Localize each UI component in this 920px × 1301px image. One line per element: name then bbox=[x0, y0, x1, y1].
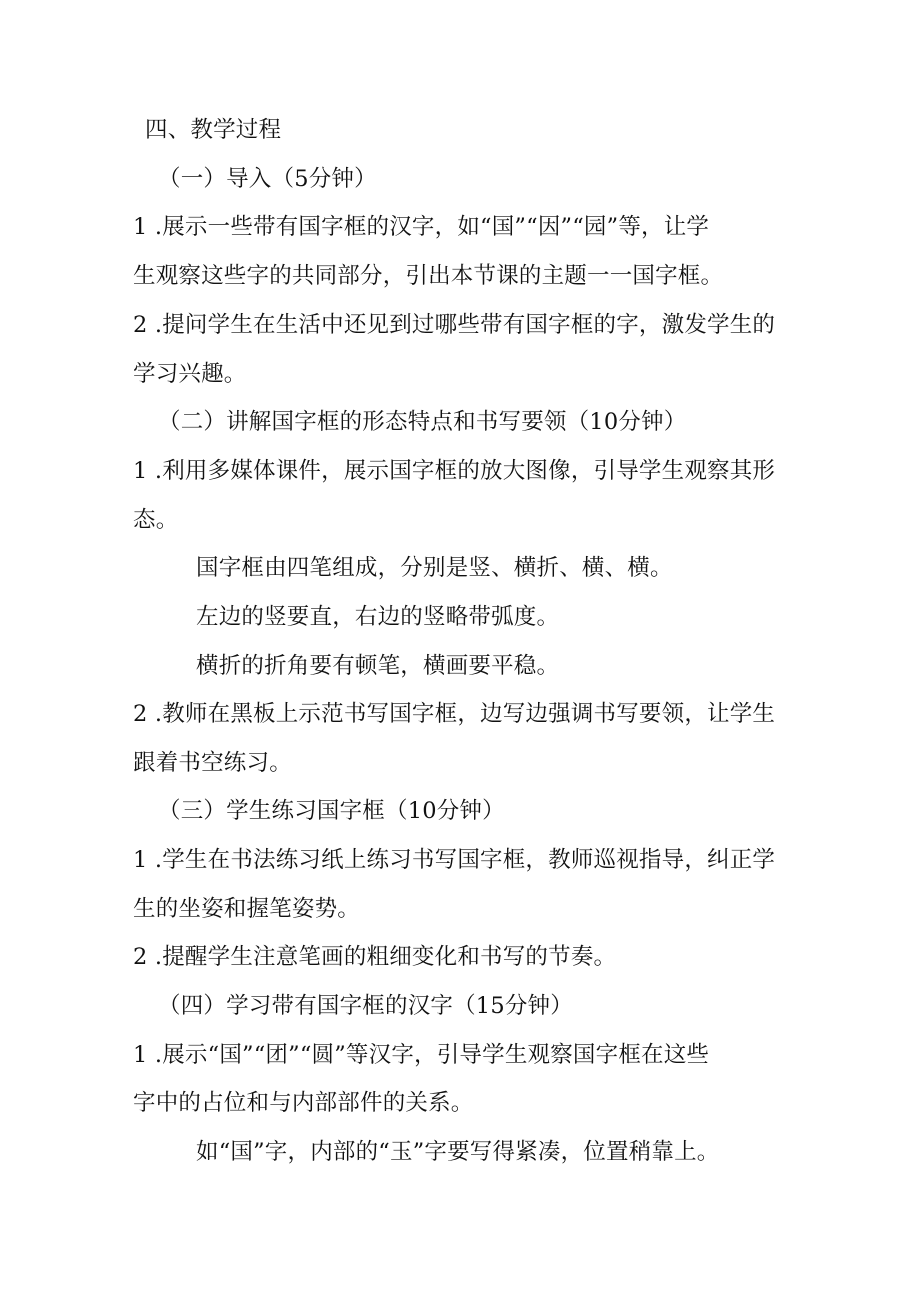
subsection-title: （一）导入（5分钟） bbox=[158, 166, 377, 192]
subsection-title: （四）学习带有国字框的汉字（15分钟） bbox=[158, 993, 573, 1019]
paragraph-line: 2 .教师在黑板上示范书写国字框，边写边强调书写要领，让学生 bbox=[133, 701, 776, 727]
subsection-title: （三）学生练习国字框（10分钟） bbox=[158, 798, 505, 824]
paragraph-line: 学习兴趣。 bbox=[133, 361, 247, 387]
paragraph-line: 1 .展示一些带有国字框的汉字，如“国”“因”“园”等，让学 bbox=[133, 214, 710, 240]
paragraph-line: 1 .利用多媒体课件，展示国字框的放大图像，引导学生观察其形 bbox=[133, 458, 776, 484]
paragraph-line: 态。 bbox=[133, 507, 179, 533]
paragraph-line: 生观察这些字的共同部分，引出本节课的主题一一国字框。 bbox=[133, 263, 724, 289]
subsection-title: （二）讲解国字框的形态特点和书写要领（10分钟） bbox=[158, 409, 687, 435]
paragraph-line: 生的坐姿和握笔姿势。 bbox=[133, 896, 361, 922]
detail-line: 国字框由四笔组成，分别是竖、横折、横、横。 bbox=[196, 555, 673, 581]
paragraph-line: 1 .展示“国”“团”“圆”等汉字，引导学生观察国字框在这些 bbox=[133, 1042, 710, 1068]
paragraph-line: 1 .学生在书法练习纸上练习书写国字框，教师巡视指导，纠正学 bbox=[133, 847, 776, 873]
paragraph-line: 2 .提问学生在生活中还见到过哪些带有国字框的字，激发学生的 bbox=[133, 312, 776, 338]
detail-line: 横折的折角要有顿笔，横画要平稳。 bbox=[196, 653, 560, 679]
paragraph-line: 字中的占位和与内部部件的关系。 bbox=[133, 1090, 474, 1116]
paragraph-line: 2 .提醒学生注意笔画的粗细变化和书写的节奏。 bbox=[133, 944, 617, 970]
detail-line: 如“国”字，内部的“玉”字要写得紧凑，位置稍靠上。 bbox=[196, 1139, 720, 1165]
paragraph-line: 跟着书空练习。 bbox=[133, 750, 292, 776]
section-heading: 四、教学过程 bbox=[145, 117, 282, 143]
detail-line: 左边的竖要直，右边的竖略带弧度。 bbox=[196, 604, 560, 630]
